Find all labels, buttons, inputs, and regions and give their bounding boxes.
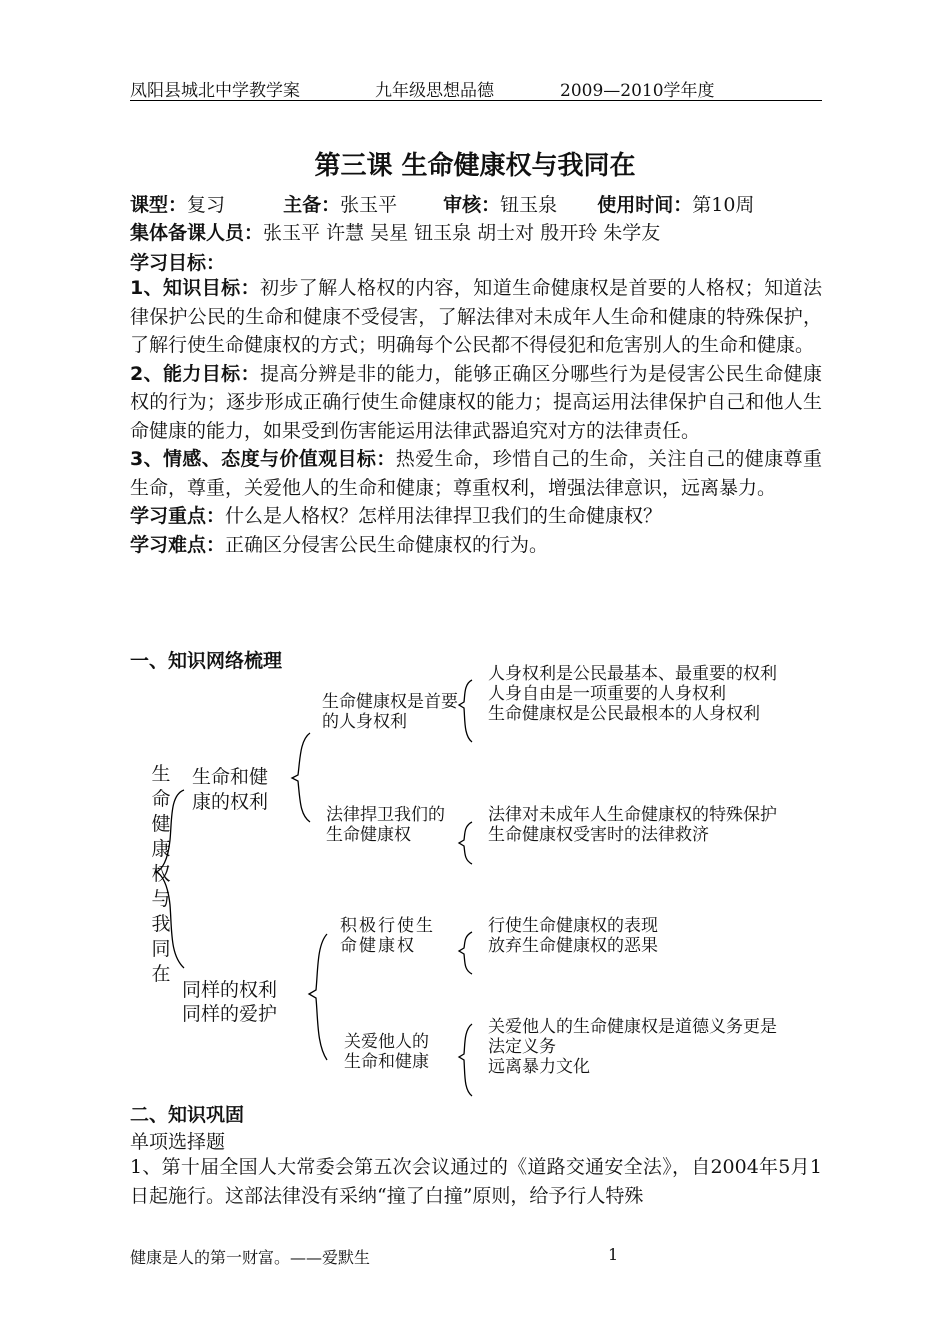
header-school: 凤阳县城北中学教学案	[130, 81, 300, 101]
emotion-text: 热爱生命，珍惜自己的生命，关注自己的健康尊重生命，尊重，关爱他人的生命和健康；尊重权利，增强法律意识，远离暴力。	[130, 448, 822, 499]
list-item: 人身自由是一项重要的人身权利	[488, 684, 726, 704]
network-root: 生命健康权与我同在	[151, 763, 171, 985]
team-label: 集体备课人员：	[130, 222, 264, 244]
knowledge-text: 初步了解人格权的内容，知道生命健康权是首要的人格权；知道法律保护公民的生命和健康不受侵害，了解法律对未成年人生命和健康的特殊保护，了解行使生命健康权的方式；明确每个公民都不得侵犯和危害别人的生命和健康。	[130, 277, 822, 356]
difficulty-text: 正确区分侵害公民生命健康权的行为。	[225, 533, 549, 556]
question-type: 单项选择题	[130, 1131, 226, 1153]
page-title: 第三课 生命健康权与我同在	[314, 151, 636, 181]
branch2-brace	[309, 934, 327, 1060]
emotion-label: 3、情感、态度与价值观目标：	[130, 448, 396, 470]
focus-text: 什么是人格权？怎样用法律捍卫我们的生命健康权？	[225, 505, 663, 527]
type-value: 复习	[187, 194, 226, 216]
sub1-label: 生命健康权是首要的人身权利	[322, 692, 458, 732]
objectives-heading: 学习目标：	[130, 252, 226, 274]
section-network-heading: 一、知识网络梳理	[130, 650, 283, 672]
sub3-label: 积极行使生命健康权	[340, 916, 435, 956]
page-number: 1	[608, 1245, 619, 1264]
time-value: 第10周	[692, 194, 755, 216]
sub4-brace	[459, 1024, 472, 1096]
knowledge-label: 1、知识目标：	[130, 277, 260, 299]
footer-quote: 健康是人的第一财富。——爱默生	[130, 1248, 371, 1267]
prep-value: 张玉平	[340, 194, 398, 216]
list-item: 生命健康权是公民最根本的人身权利	[488, 704, 760, 724]
ability-label: 2、能力目标：	[130, 362, 260, 385]
header-grade-subject: 九年级思想品德	[375, 81, 494, 101]
header-year: 2009—2010学年度	[560, 81, 715, 101]
list-item: 生命健康权受害时的法律救济	[488, 825, 709, 845]
sub3-brace	[459, 932, 472, 974]
branch2-label-line2: 同样的爱护	[182, 1003, 278, 1025]
question-1: 1、第十届全国人大常委会第五次会议通过的《道路交通安全法》，自2004年5月1日起施行。这部法律没有采纳“撞了白撞”原则，给予行人特殊	[130, 1156, 822, 1207]
root-brace	[156, 790, 184, 968]
difficulty-label: 学习难点：	[130, 533, 226, 556]
sub2-items	[488, 805, 777, 845]
prep-label: 主备：	[283, 194, 341, 216]
list-item: 行使生命健康权的表现	[488, 916, 658, 936]
type-label: 课型：	[130, 194, 188, 216]
sub3-items	[488, 916, 658, 956]
list-item: 放弃生命健康权的恶果	[488, 936, 658, 956]
list-item: 法律对未成年人生命健康权的特殊保护	[488, 805, 777, 825]
review-label: 审核：	[443, 194, 501, 216]
section-consolidation-heading: 二、知识巩固	[130, 1104, 245, 1126]
list-item: 人身权利是公民最基本、最重要的权利	[488, 664, 777, 684]
focus-label: 学习重点：	[130, 505, 226, 527]
branch1-brace	[292, 733, 310, 822]
time-label: 使用时间：	[597, 194, 693, 216]
team-value: 张玉平 许慧 吴星 钮玉泉 胡士对 殷开玲 朱学友	[263, 222, 661, 244]
sub2-label: 法律捍卫我们的生命健康权	[326, 805, 445, 845]
list-item: 关爱他人的生命健康权是道德义务更是法定义务	[488, 1017, 777, 1057]
branch1-label: 生命和健康的权利	[192, 766, 269, 813]
sub2-brace	[459, 822, 472, 864]
sub4-label: 关爱他人的生命和健康	[344, 1032, 429, 1072]
sub1-items	[488, 664, 777, 724]
branch2-label	[182, 978, 277, 1026]
sub4-items	[488, 1017, 778, 1077]
branch2-label-line1: 同样的权利	[182, 979, 278, 1001]
ability-text: 提高分辨是非的能力，能够正确区分哪些行为是侵害公民生命健康权的行为；逐步形成正确行使生命健康权的能力；提高运用法律保护自己和他人生命健康的能力，如果受到伤害能运用法律武器追究对方的法律责任。	[130, 362, 822, 442]
review-value: 钮玉泉	[500, 194, 558, 216]
list-item: 远离暴力文化	[488, 1057, 590, 1077]
